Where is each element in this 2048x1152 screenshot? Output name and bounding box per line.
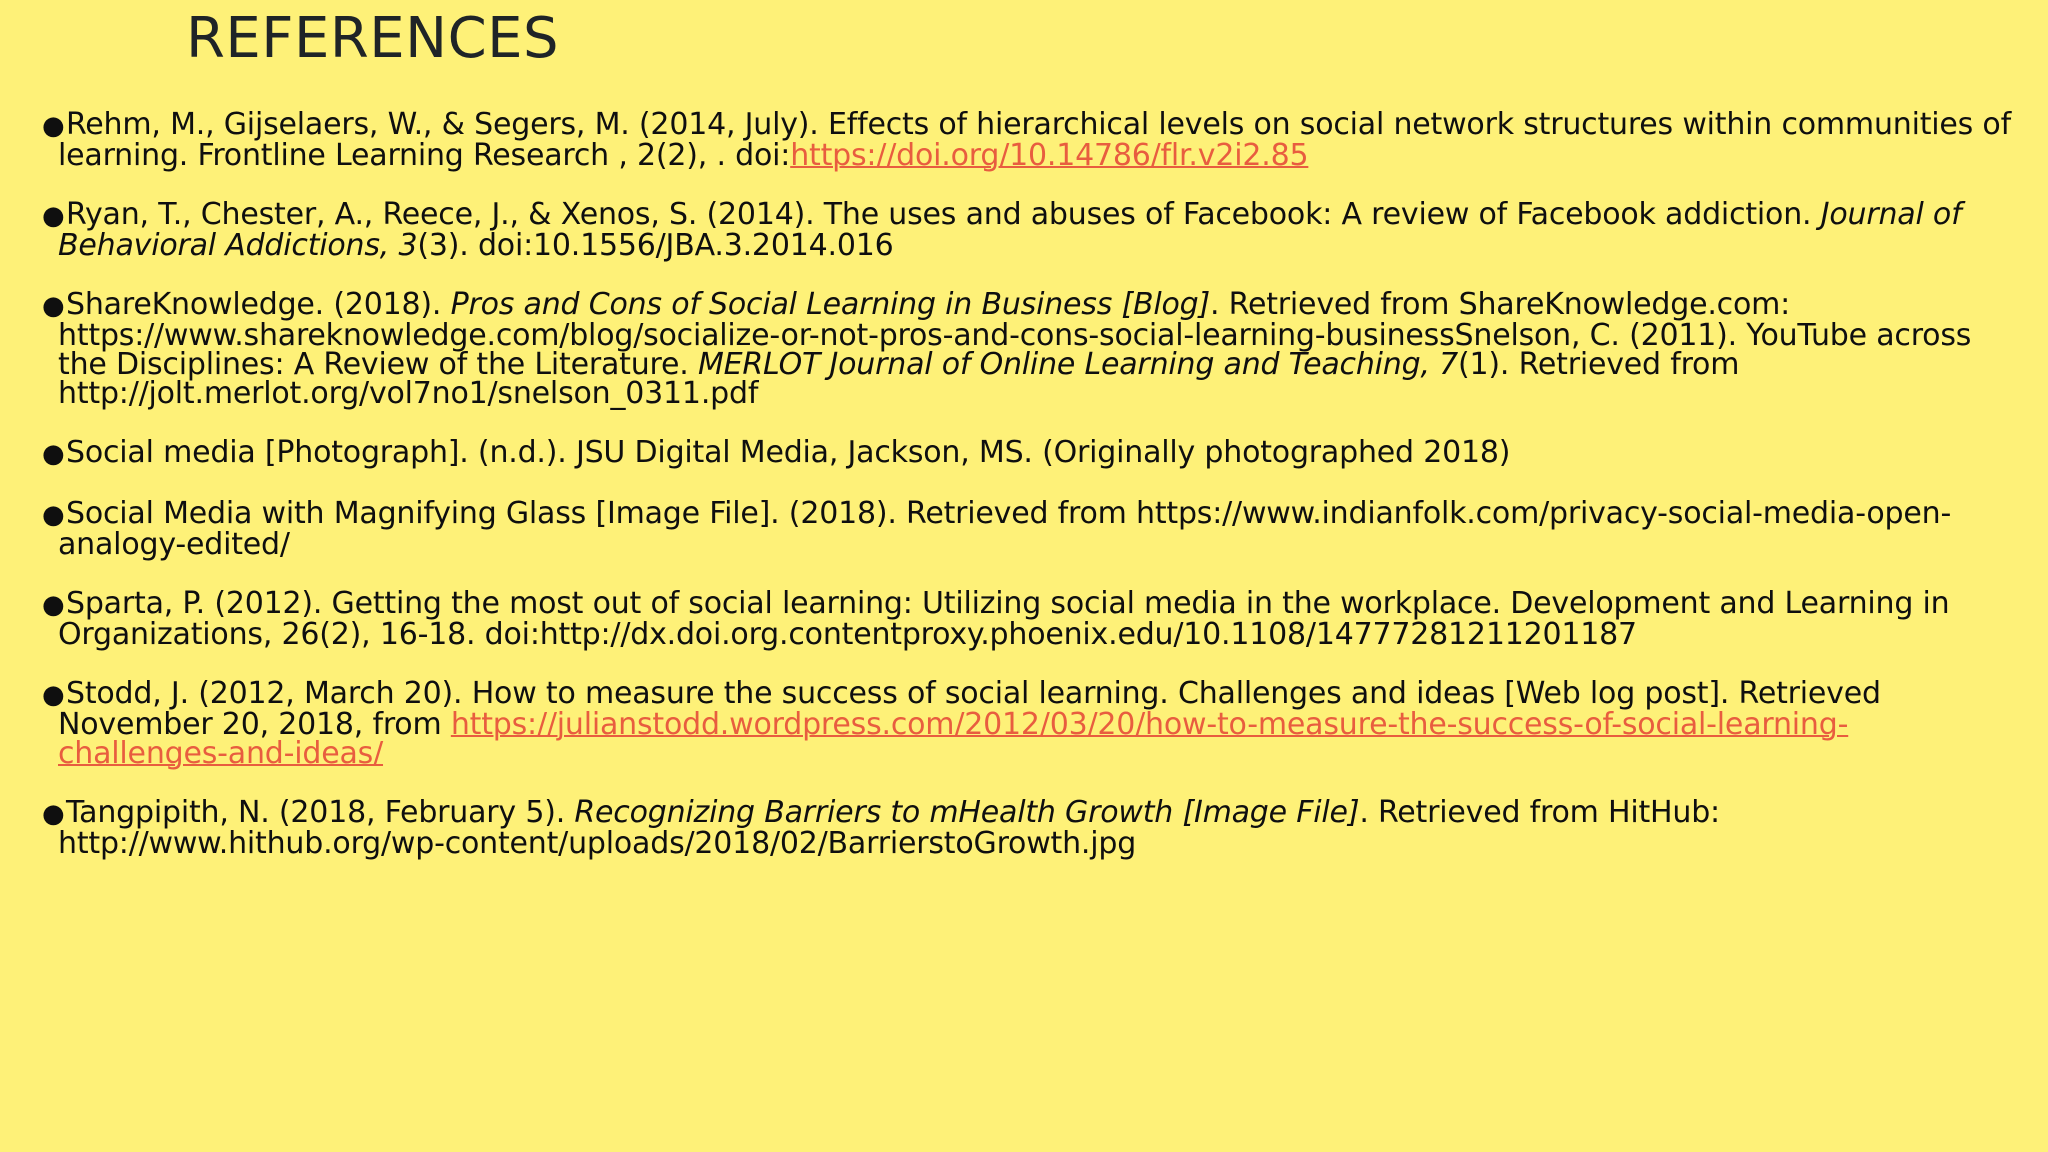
reference-item (42, 435, 2012, 470)
reference-link[interactable]: https://doi.org/10.14786/flr.v2i2.85 (790, 138, 1309, 173)
reference-text: ShareKnowledge. (2018). (66, 287, 451, 322)
reference-text: Stodd, J. (2012, March 20). How to measure the success of social learning. Challenges and ideas [Web log post]. Retrieved November 20, 2018, from (58, 676, 1881, 742)
reference-text: Social media [Photograph]. (n.d.). JSU Digital Media, Jackson, MS. (Originally photographed 2018) (66, 435, 1511, 470)
bullet-icon: ● (42, 500, 65, 530)
reference-list (42, 107, 2012, 888)
reference-text: Ryan, T., Chester, A., Reece, J., & Xenos, S. (2014). The uses and abuses of Facebook: A review of Facebook addiction. (66, 197, 1821, 232)
reference-text: (1). Retrieved from http://jolt.merlot.org/vol7no1/snelson_0311.pdf (58, 347, 1740, 411)
reference-source-title: Recognizing Barriers to mHealth Growth [Image File] (574, 795, 1360, 830)
reference-text: . Retrieved from HitHub: http://www.hithub.org/wp-content/uploads/2018/02/BarrierstoGrowth.jpg (58, 795, 1720, 861)
reference-text: Rehm, M., Gijselaers, W., & Segers, M. (2014, July). Effects of hierarchical levels on social network structures within communities of learning. Frontline Learning Research , 2(2), . doi: (58, 107, 2011, 173)
reference-item (42, 496, 2012, 562)
bullet-icon: ● (42, 111, 65, 141)
reference-text: Sparta, P. (2012). Getting the most out of social learning: Utilizing social media in the workplace. Development and Learning in Organizations, 26(2), 16-18. doi:http://dx.doi.org.contentproxy.phoenix.edu/10.1108/14777281211201187 (58, 586, 1950, 652)
bullet-icon: ● (42, 291, 65, 321)
slide-title: REFERENCES (186, 6, 560, 71)
bullet-icon: ● (42, 799, 65, 829)
reference-item (42, 586, 2012, 652)
bullet-icon: ● (42, 201, 65, 231)
reference-source-title: MERLOT Journal of Online Learning and Teaching, 7 (697, 347, 1459, 382)
reference-text: Social Media with Magnifying Glass [Image File]. (2018). Retrieved from https://www.indianfolk.com/privacy-social-media-open-analogy-edited/ (58, 496, 1952, 562)
reference-item (42, 197, 2012, 263)
reference-item (42, 795, 2012, 861)
reference-item (42, 107, 2012, 173)
reference-link[interactable]: https://julianstodd.wordpress.com/2012/03/20/how-to-measure-the-success-of-social-learning-challenges-and-ideas/ (58, 707, 1849, 771)
reference-source-title: Pros and Cons of Social Learning in Business [Blog] (450, 287, 1210, 322)
reference-text: . Retrieved from ShareKnowledge.com: https://www.shareknowledge.com/blog/socialize-or-not-pros-and-cons-social-learning-businessSnelson, C. (2011). YouTube across the Disciplines: A Review of the Literature. (58, 287, 1972, 382)
reference-item (42, 676, 2012, 771)
reference-text: (3). doi:10.1556/JBA.3.2014.016 (417, 228, 894, 263)
bullet-icon: ● (42, 590, 65, 620)
bullet-icon: ● (42, 439, 65, 469)
reference-item (42, 287, 2012, 411)
reference-source-title: Journal of Behavioral Addictions, 3 (58, 197, 1962, 263)
reference-text: Tangpipith, N. (2018, February 5). (66, 795, 575, 830)
bullet-icon: ● (42, 680, 65, 710)
